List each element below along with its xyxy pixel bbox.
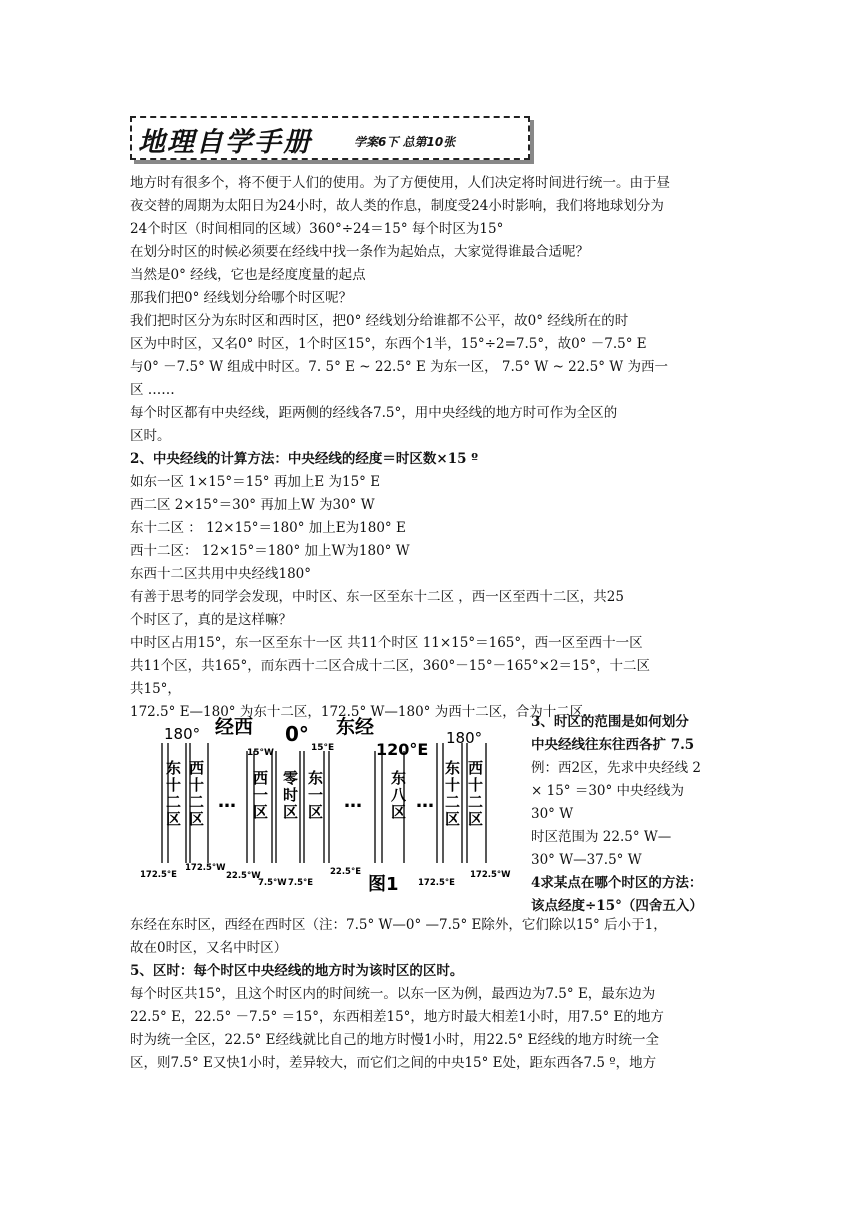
text-line: 区为中时区，又名0° 时区，1个时区15°，东西个1半，15°÷2=7.5°，故0° －7.5° E (130, 336, 647, 352)
zone-label-char: 一 (308, 786, 324, 804)
text-line: 与0° －7.5° W 组成中时区。7. 5° E ~ 22.5° E 为东一区， 7.5° W ~ 22.5° W 为西一 (130, 359, 668, 375)
label-e120: 120°E (376, 740, 429, 759)
text-line: 我们把时区分为东时区和西时区，把0° 经线划分给谁都不公平，故0° 经线所在的时 (130, 313, 629, 329)
bottom-longitude-label: 172.5°E (140, 870, 177, 880)
text-line: 区时。 (130, 428, 171, 444)
label-east-word: 东经 (336, 716, 375, 738)
bottom-longitude-label: 22.5°W (226, 871, 261, 881)
text-line: 30° W—37.5° W (531, 852, 642, 868)
text-line: 该点经度÷15°（四舍五入） (531, 898, 703, 914)
text-line: 中时区占用15°，东一区至东十一区 共11个时区 11×15°＝165°，西一区至西十一区 (130, 635, 643, 651)
text-line: 区 …… (130, 382, 175, 398)
zone-label-char: 西 (468, 759, 484, 777)
zone-label-char: 二 (445, 793, 461, 811)
text-line: 中央经线往东往西各扩 7.5 (531, 737, 695, 753)
text-line: 当然是0° 经线，它也是经度度量的起点 (130, 267, 366, 283)
header-title: 地理自学手册 (138, 127, 312, 158)
text-line: 22.5° E，22.5° －7.5° ＝15°，东西相差15°，地方时最大相差1小时，用7.5° E的地方 (130, 1009, 664, 1025)
text-line: 有善于思考的同学会发现，中时区、东一区至东十二区 ，西一区至西十二区，共25 (130, 589, 624, 605)
zone-label-char: 一 (253, 786, 269, 804)
zone-label-char: 十 (445, 776, 461, 794)
text-line: 共15°， (130, 681, 181, 697)
zone-label-char: 东 (391, 769, 407, 787)
text-line: 夜交替的周期为太阳日为24小时，故人类的作息，制度受24小时影响，我们将地球划分为 (130, 198, 664, 214)
zone-label-char: 二 (189, 793, 205, 811)
header-subtitle: 学案6下 总第10张 (354, 135, 456, 149)
zone-label-char: 区 (166, 810, 182, 828)
zone-label-char: 东 (445, 759, 461, 777)
zone-label-char: 东 (166, 759, 182, 777)
zone-label-char: 十 (189, 776, 205, 794)
label-zero: 0° (285, 722, 309, 746)
zone-label-char: 十 (468, 776, 484, 794)
text-line: 东经在东时区，西经在西时区（注：7.5° W—0° —7.5° E除外，它们除以15° 后小于1， (130, 917, 667, 933)
zone-label-char: 二 (468, 793, 484, 811)
text-line: 区，则7.5° E又快1小时，差异较大，而它们之间的中央15° E处，距东西各7.5 º，地方 (130, 1055, 657, 1071)
ellipsis-mark: … (218, 791, 236, 812)
text-line: 在划分时区的时候必须要在经线中找一条作为起始点，大家觉得谁最合适呢？ (130, 244, 589, 260)
text-line: 2、中央经线的计算方法：中央经线的经度＝时区数×15 º (130, 451, 478, 467)
zone-label-char: 区 (253, 803, 269, 821)
bottom-longitude-label: 172.5°W (470, 870, 511, 880)
text-line: 3、时区的范围是如何划分 (531, 714, 689, 730)
text-line: 西二区 2×15°＝30° 再加上W 为30° W (130, 497, 375, 513)
zone-label-char: 东 (308, 769, 324, 787)
label-west-word: 经西 (215, 716, 254, 738)
zone-label-char: 西 (253, 769, 269, 787)
zone-label-char: 二 (166, 793, 182, 811)
text-line: 东十二区 ： 12×15°＝180° 加上E为180° E (130, 520, 406, 536)
figure-caption: 图1 (368, 874, 399, 895)
text-line: 东西十二区共用中央经线180° (130, 566, 312, 582)
zone-label-char: 区 (189, 810, 205, 828)
text-line: 时为统一全区，22.5° E经线就比自己的地方时慢1小时，用22.5° E经线的地方时统一全 (130, 1032, 659, 1048)
ellipsis-mark: … (344, 791, 362, 812)
zone-label-char: 区 (468, 810, 484, 828)
zone-label-char: 区 (445, 810, 461, 828)
zone-label-char: 时 (283, 786, 299, 804)
bottom-longitude-label: 172.5°E (418, 878, 455, 888)
text-line: 每个时区都有中央经线，距两侧的经线各7.5°，用中央经线的地方时可作为全区的 (130, 405, 618, 421)
text-line: 如东一区 1×15°＝15° 再加上E 为15° E (130, 474, 381, 490)
bottom-longitude-label: 22.5°E (330, 867, 362, 877)
text-line: 西十二区： 12×15°＝180° 加上W为180° W (130, 543, 410, 559)
header-banner (130, 116, 530, 160)
text-line: 5、区时：每个时区中央经线的地方时为该时区的区时。 (130, 963, 464, 979)
time-zone-figure (130, 715, 520, 895)
bottom-longitude-label: 7.5°W (258, 878, 287, 888)
label-west-180: 180° (164, 725, 201, 743)
bottom-longitude-label: 172.5°W (185, 863, 226, 873)
text-line: 例：西2区，先求中央经线 2 (531, 760, 701, 776)
zone-label-char: 区 (308, 803, 324, 821)
ellipsis-mark: … (416, 791, 434, 812)
text-line: 个时区了，真的是这样嘛？ (130, 612, 292, 628)
bottom-longitude-label: 7.5°E (288, 878, 314, 888)
text-line: 那我们把0° 经线划分给哪个时区呢？ (130, 290, 353, 306)
text-line: 172.5° E—180° 为东十二区，172.5° W—180° 为西十二区，合为十二区. (130, 704, 588, 720)
zone-label-char: 区 (283, 803, 299, 821)
zone-label-char: 零 (283, 769, 299, 787)
text-line: 每个时区共15°，且这个时区内的时间统一。以东一区为例，最西边为7.5° E，最东边为 (130, 986, 656, 1002)
text-line: 24个时区（时间相同的区域）360°÷24＝15° 每个时区为15° (130, 221, 504, 237)
text-line: 故在0时区，又名中时区） (130, 940, 288, 956)
zone-label-char: 八 (391, 786, 407, 804)
label-east-180: 180° (446, 729, 483, 747)
text-line: 地方时有很多个，将不便于人们的使用。为了方便使用，人们决定将时间进行统一。由于昼 (130, 175, 670, 191)
text-line: × 15° ＝30° 中央经线为 (531, 783, 685, 799)
zone-label-char: 十 (166, 776, 182, 794)
text-line: 共11个区，共165°，而东西十二区合成十二区，360°－15°－165°×2＝15°，十二区 (130, 658, 650, 674)
zone-label-char: 西 (189, 759, 205, 777)
text-line: 时区范围为 22.5° W— (531, 829, 672, 845)
zone-label-char: 区 (391, 803, 407, 821)
text-line: 4求某点在哪个时区的方法： (531, 875, 703, 891)
label-w15: 15°W (247, 748, 274, 758)
text-line: 30° W (531, 806, 574, 822)
label-e15: 15°E (311, 743, 335, 753)
